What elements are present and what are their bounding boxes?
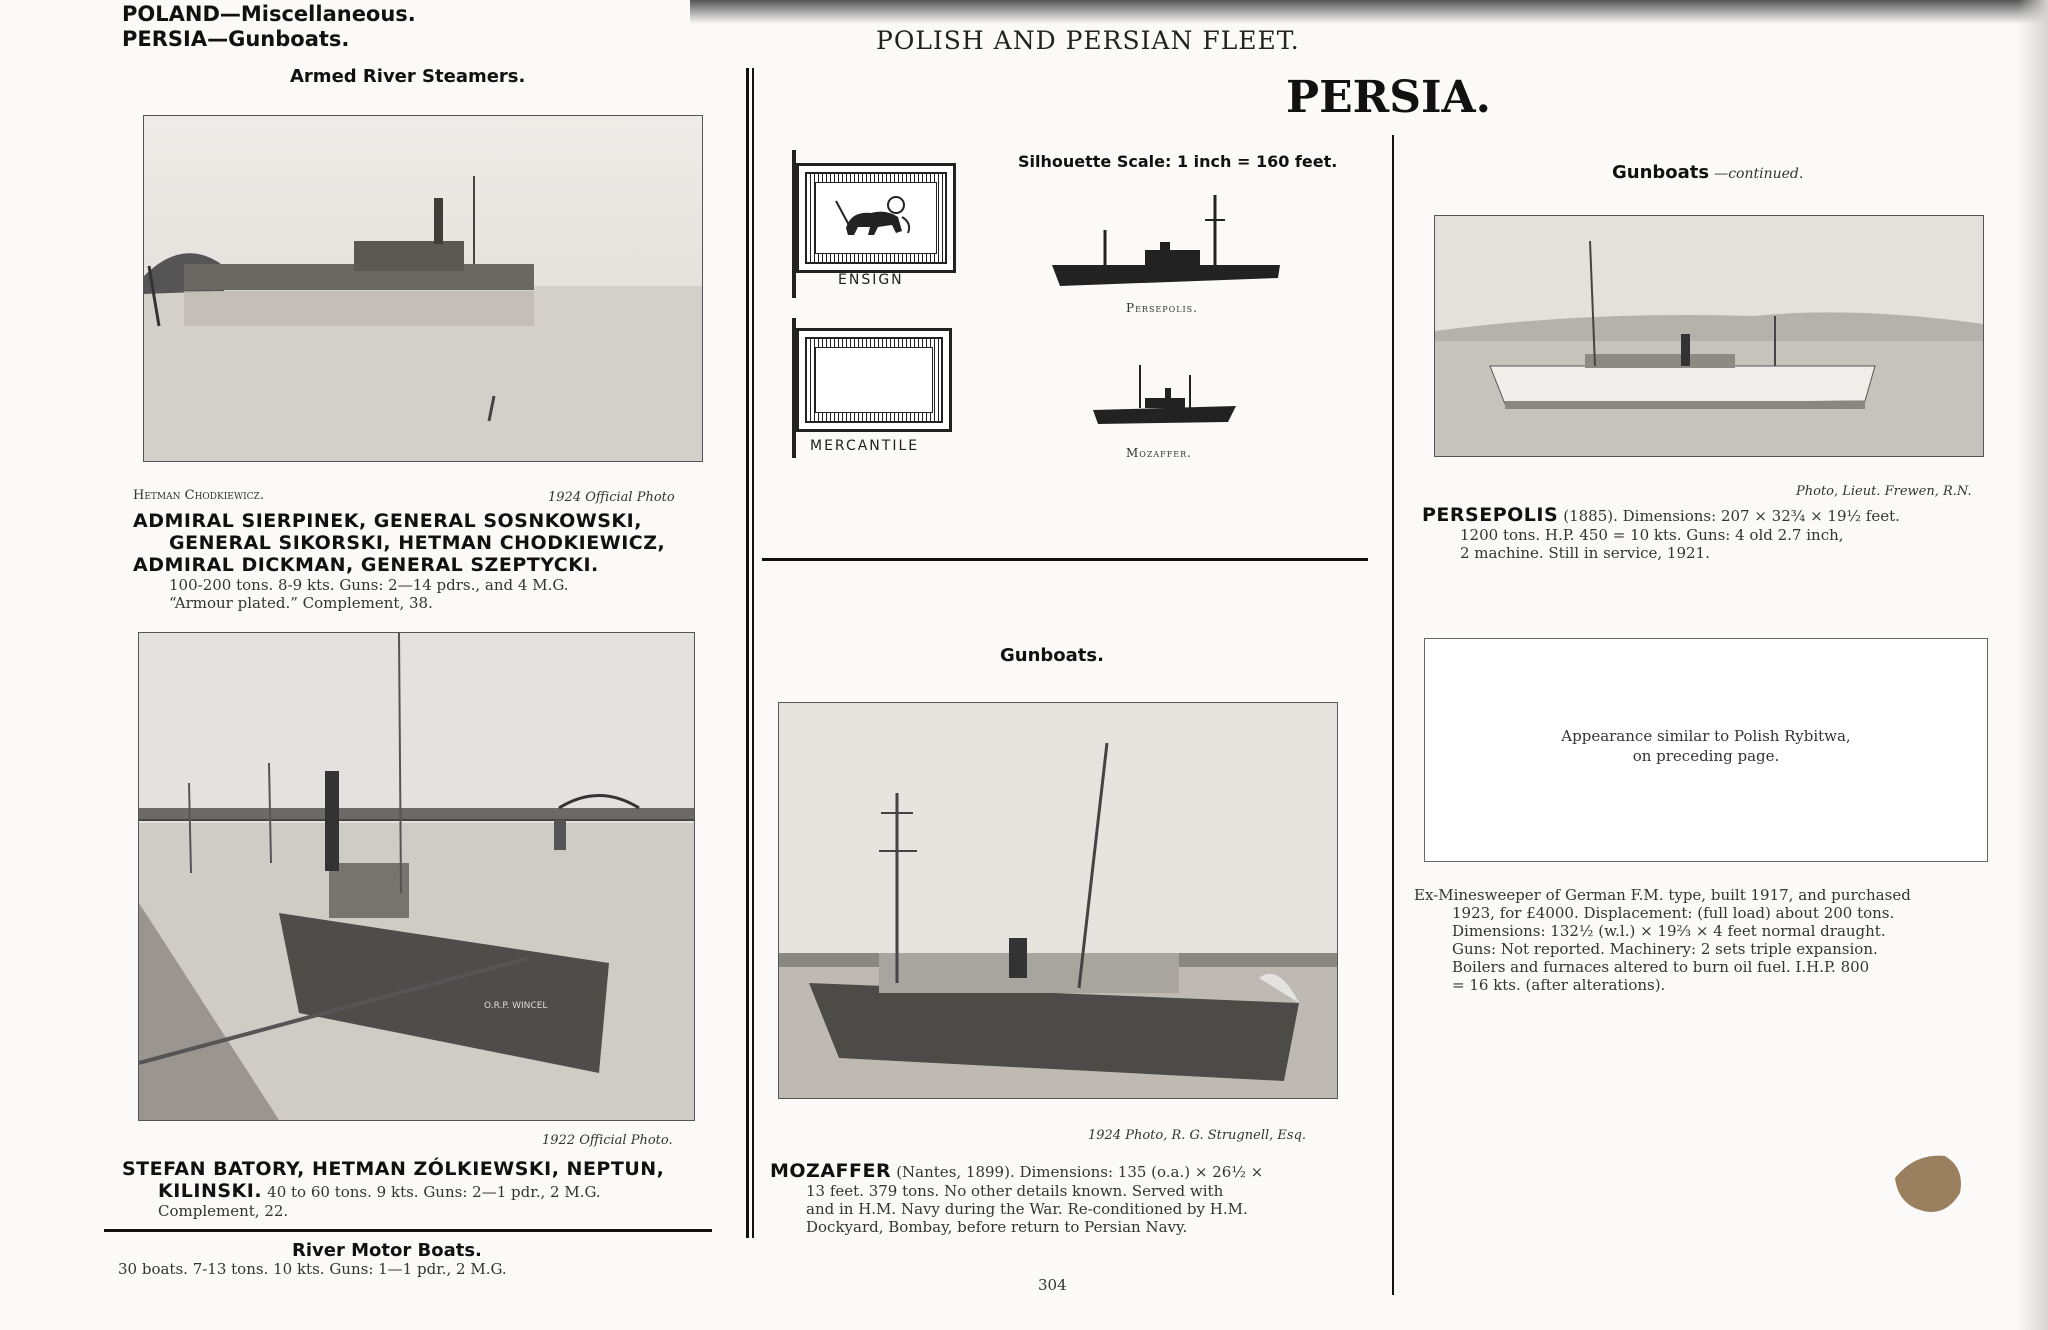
armed-text-line1: 100-200 tons. 8-9 kts. Guns: 2—14 pdrs., and 4 M.G. (169, 576, 569, 594)
appearance-line1: Appearance similar to Polish Rybitwa, (1561, 727, 1851, 745)
stefan-names: STEFAN BATORY, HETMAN ZÓLKIEWSKI, NEPTUN, (122, 1158, 665, 1180)
river-motor-text: 30 boats. 7-13 tons. 10 kts. Guns: 1—1 pdr., 2 M.G. (118, 1260, 507, 1278)
armed-names-line3: ADMIRAL DICKMAN, GENERAL SZEPTYCKI. (133, 554, 599, 576)
stefan-line3: Complement, 22. (158, 1202, 289, 1220)
ensign-flag (796, 163, 956, 273)
armed-names-line2: GENERAL SIKORSKI, HETMAN CHODKIEWICZ, (169, 532, 666, 554)
persepolis-line2: 1200 tons. H.P. 450 = 10 kts. Guns: 4 old 2.7 inch, (1460, 526, 1844, 544)
silhouette-scale: Silhouette Scale: 1 inch = 160 feet. (1018, 152, 1338, 171)
lion-and-sun-icon (816, 183, 934, 251)
persepolis-name: PERSEPOLIS (1422, 504, 1559, 526)
sil-mozaffer-caption: Mozaffer. (1126, 446, 1192, 460)
section-header (122, 2, 416, 52)
persepolis-photo-caption: Photo, Lieut. Frewen, R.N. (1796, 484, 1972, 499)
scan-right-shadow (2018, 0, 2048, 1330)
header-persia: PERSIA—Gunboats. (122, 27, 350, 51)
stefan-entry (122, 1158, 697, 1220)
persepolis-silhouette (1050, 190, 1285, 290)
gunboats-continued-title (1612, 162, 1803, 183)
mozaffer-name: MOZAFFER (770, 1160, 892, 1182)
scan-top-shadow (690, 0, 2048, 24)
ensign-field (815, 182, 937, 254)
photo-hetman-chodkiewicz (143, 115, 703, 462)
ensign-label: ENSIGN (838, 272, 904, 288)
persepolis-line3: 2 machine. Still in service, 1921. (1460, 544, 1710, 562)
ex-line4: Guns: Not reported. Machinery: 2 sets triple expansion. (1452, 940, 1878, 958)
column-divider-right (1392, 135, 1394, 1295)
boat-hull-label: O.R.P. WINCEL (484, 1001, 548, 1011)
mercantile-field (815, 347, 933, 413)
stefan-line2-text: 40 to 60 tons. 9 kts. Guns: 2—1 pdr., 2 M.G. (267, 1183, 601, 1201)
mercantile-flag (796, 328, 952, 432)
column-divider-left-inner (752, 68, 754, 1238)
mozaffer-line1: (Nantes, 1899). Dimensions: 135 (o.a.) × 26½ × (896, 1163, 1264, 1181)
photo-persepolis (1434, 215, 1984, 457)
mozaffer-entry (770, 1160, 1340, 1236)
armed-text-line2: “Armour plated.” Complement, 38. (169, 594, 433, 612)
sil-persepolis-caption: Persepolis. (1126, 301, 1198, 315)
ex-line1: Ex-Minesweeper of German F.M. type, built 1917, and purchased (1414, 886, 1911, 904)
mozaffer-line4: Dockyard, Bombay, before return to Persian Navy. (806, 1218, 1188, 1236)
gunboats-right-title: Gunboats (1612, 162, 1710, 183)
mercantile-label: MERCANTILE (810, 438, 920, 454)
running-title: POLISH AND PERSIAN FLEET. (876, 26, 1300, 55)
page-number: 304 (1038, 1276, 1067, 1294)
photo-mozaffer (778, 702, 1338, 1099)
mozaffer-photo-caption: 1924 Photo, R. G. Strugnell, Esq. (1088, 1128, 1307, 1143)
ex-minesweeper-entry (1414, 886, 1988, 994)
divider-middle (762, 558, 1368, 561)
stefan-name-kilinski: KILINSKI. (158, 1180, 263, 1202)
divider-river-motor (104, 1229, 712, 1232)
mozaffer-line3: and in H.M. Navy during the War. Re-conditioned by H.M. (806, 1200, 1248, 1218)
paper-blemish (1890, 1148, 1970, 1223)
stefan-line2 (122, 1180, 697, 1202)
mozaffer-silhouette (1090, 360, 1240, 430)
persia-title: PERSIA. (1286, 72, 1492, 123)
armed-names-line1: ADMIRAL SIERPINEK, GENERAL SOSNKOWSKI, (133, 510, 642, 532)
gunboats-title: Gunboats. (1000, 645, 1104, 666)
appearance-box (1424, 638, 1988, 862)
column-divider-left (746, 68, 749, 1238)
photo1-caption-right: 1924 Official Photo (548, 490, 675, 505)
appearance-line2: on preceding page. (1632, 747, 1780, 765)
armed-steamers-entry (133, 510, 703, 612)
header-poland: POLAND—Miscellaneous. (122, 2, 416, 26)
photo1-caption-left: Hetman Chodkiewicz. (133, 488, 264, 503)
ex-line5: Boilers and furnaces altered to burn oil fuel. I.H.P. 800 (1452, 958, 1870, 976)
ex-line3: Dimensions: 132½ (w.l.) × 19⅔ × 4 feet normal draught. (1452, 922, 1886, 940)
mozaffer-line2: 13 feet. 379 tons. No other details known. Served with (806, 1182, 1224, 1200)
gunboats-continued: —continued. (1714, 166, 1804, 182)
ex-line2: 1923, for £4000. Displacement: (full load) about 200 tons. (1452, 904, 1895, 922)
armed-river-title: Armed River Steamers. (290, 66, 526, 87)
persepolis-entry (1422, 504, 1996, 562)
river-motor-title: River Motor Boats. (292, 1240, 482, 1261)
photo-stefan-batory (138, 632, 695, 1121)
ex-line6: = 16 kts. (after alterations). (1452, 976, 1666, 994)
photo2-caption: 1922 Official Photo. (542, 1133, 673, 1148)
persepolis-line1: (1885). Dimensions: 207 × 32¾ × 19½ feet. (1563, 507, 1900, 525)
